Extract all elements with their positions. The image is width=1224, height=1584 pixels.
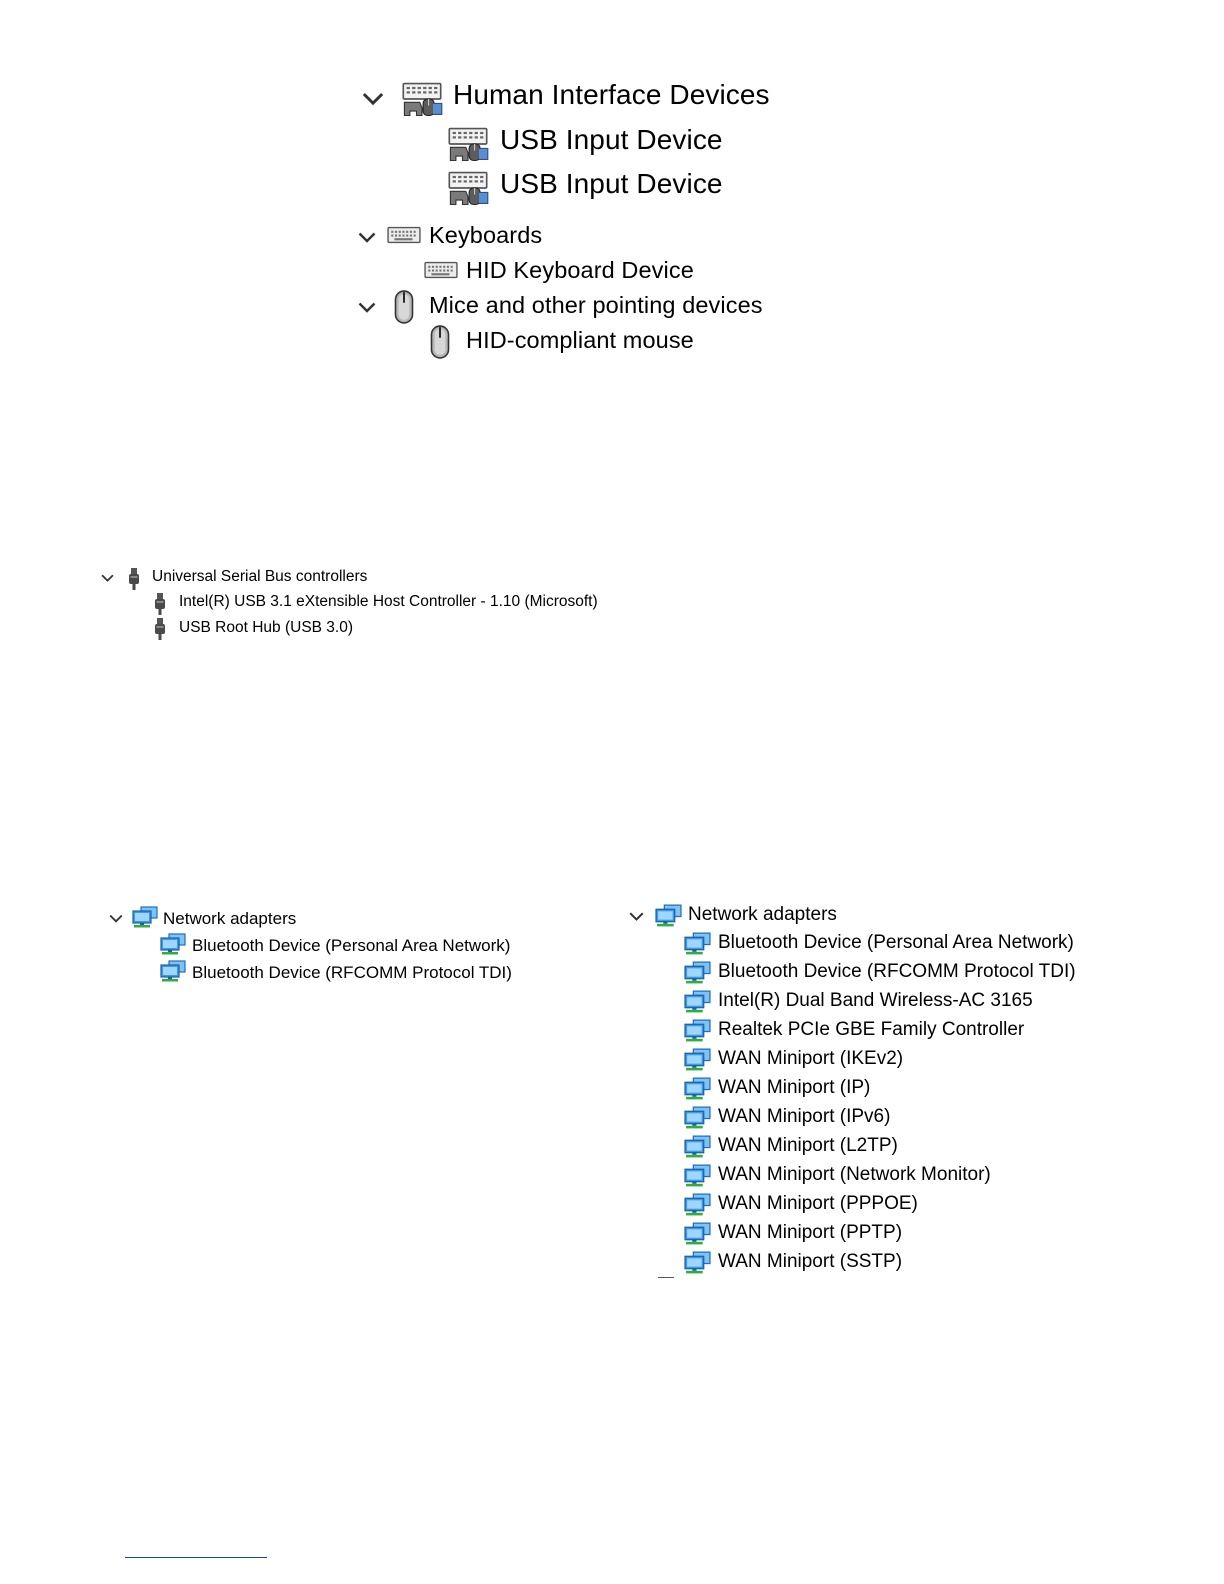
network-adapter-icon xyxy=(132,906,158,928)
tree-item-hid-keyboard-device[interactable]: HID Keyboard Device xyxy=(466,257,694,283)
network-adapter-icon xyxy=(684,1106,711,1129)
tree-item-network-adapter[interactable]: Bluetooth Device (Personal Area Network) xyxy=(718,932,1074,953)
network-adapter-icon xyxy=(160,933,186,955)
mouse-icon xyxy=(429,325,451,359)
tree-item-network-adapter[interactable]: Bluetooth Device (RFCOMM Protocol TDI) xyxy=(192,963,512,982)
network-adapter-icon xyxy=(684,1251,711,1274)
tree-item-network-adapter[interactable]: WAN Miniport (PPPOE) xyxy=(718,1193,918,1214)
footnote-divider xyxy=(125,1557,267,1558)
chevron-down-icon[interactable] xyxy=(362,92,384,107)
chevron-down-icon[interactable] xyxy=(358,232,376,244)
tree-item-intel-usb-host-controller[interactable]: Intel(R) USB 3.1 eXtensible Host Controller - 1.10 (Microsoft) xyxy=(179,593,598,610)
network-adapter-icon xyxy=(684,1019,711,1042)
tree-item-usb-root-hub[interactable]: USB Root Hub (USB 3.0) xyxy=(179,619,354,636)
category-network-adapters[interactable]: Network adapters xyxy=(163,909,297,928)
tree-item-hid-compliant-mouse[interactable]: HID-compliant mouse xyxy=(466,327,694,353)
tree-item-network-adapter[interactable]: WAN Miniport (L2TP) xyxy=(718,1135,898,1156)
network-adapter-icon xyxy=(684,961,711,984)
tree-item-network-adapter[interactable]: WAN Miniport (SSTP) xyxy=(718,1251,903,1272)
keyboard-icon xyxy=(387,225,421,245)
device-tree-usb xyxy=(95,562,655,642)
hid-device-icon xyxy=(400,80,444,118)
hid-device-icon xyxy=(446,125,490,163)
network-adapter-icon xyxy=(684,1048,711,1071)
tree-item-network-adapter[interactable]: WAN Miniport (IKEv2) xyxy=(718,1048,904,1069)
device-tree-network-large xyxy=(625,900,1095,1285)
network-adapter-icon xyxy=(684,1077,711,1100)
usb-plug-icon xyxy=(154,592,166,616)
tree-item-network-adapter[interactable]: WAN Miniport (Network Monitor) xyxy=(718,1164,991,1185)
network-adapter-icon xyxy=(684,1193,711,1216)
network-adapter-icon xyxy=(684,932,711,955)
category-network-adapters[interactable]: Network adapters xyxy=(688,904,837,925)
tree-item-network-adapter[interactable]: Realtek PCIe GBE Family Controller xyxy=(718,1019,1025,1040)
tree-item-usb-input-device[interactable]: USB Input Device xyxy=(500,168,723,199)
category-universal-serial-bus-controllers[interactable]: Universal Serial Bus controllers xyxy=(152,568,368,585)
device-tree-hid xyxy=(355,75,815,365)
network-adapter-icon xyxy=(684,1222,711,1245)
usb-plug-icon xyxy=(154,617,166,641)
tree-item-usb-input-device[interactable]: USB Input Device xyxy=(500,124,723,155)
category-mice-and-pointing-devices[interactable]: Mice and other pointing devices xyxy=(429,292,763,318)
category-keyboards[interactable]: Keyboards xyxy=(429,222,543,248)
chevron-down-icon[interactable] xyxy=(109,914,123,924)
network-adapter-icon xyxy=(684,1135,711,1158)
category-human-interface-devices[interactable]: Human Interface Devices xyxy=(453,79,770,110)
network-adapter-icon xyxy=(684,1164,711,1187)
usb-plug-icon xyxy=(128,567,140,591)
network-adapter-icon xyxy=(655,904,682,927)
tree-item-network-adapter[interactable]: Bluetooth Device (Personal Area Network) xyxy=(192,936,511,955)
chevron-down-icon[interactable] xyxy=(358,302,376,314)
tree-item-network-adapter[interactable]: Intel(R) Dual Band Wireless-AC 3165 xyxy=(718,990,1033,1011)
tree-item-network-adapter[interactable]: WAN Miniport (IP) xyxy=(718,1077,871,1098)
tree-item-network-adapter[interactable]: Bluetooth Device (RFCOMM Protocol TDI) xyxy=(718,961,1076,982)
network-adapter-icon xyxy=(684,990,711,1013)
tree-item-network-adapter[interactable]: WAN Miniport (PPTP) xyxy=(718,1222,903,1243)
device-tree-network-small xyxy=(103,903,543,988)
network-adapter-icon xyxy=(160,960,186,982)
keyboard-icon xyxy=(424,260,458,280)
tree-item-network-adapter[interactable]: WAN Miniport (IPv6) xyxy=(718,1106,891,1127)
mouse-icon xyxy=(393,290,415,324)
chevron-down-icon[interactable] xyxy=(629,912,644,922)
chevron-down-icon[interactable] xyxy=(101,574,114,583)
hid-device-icon xyxy=(446,169,490,207)
tree-connector-line xyxy=(658,1277,674,1278)
